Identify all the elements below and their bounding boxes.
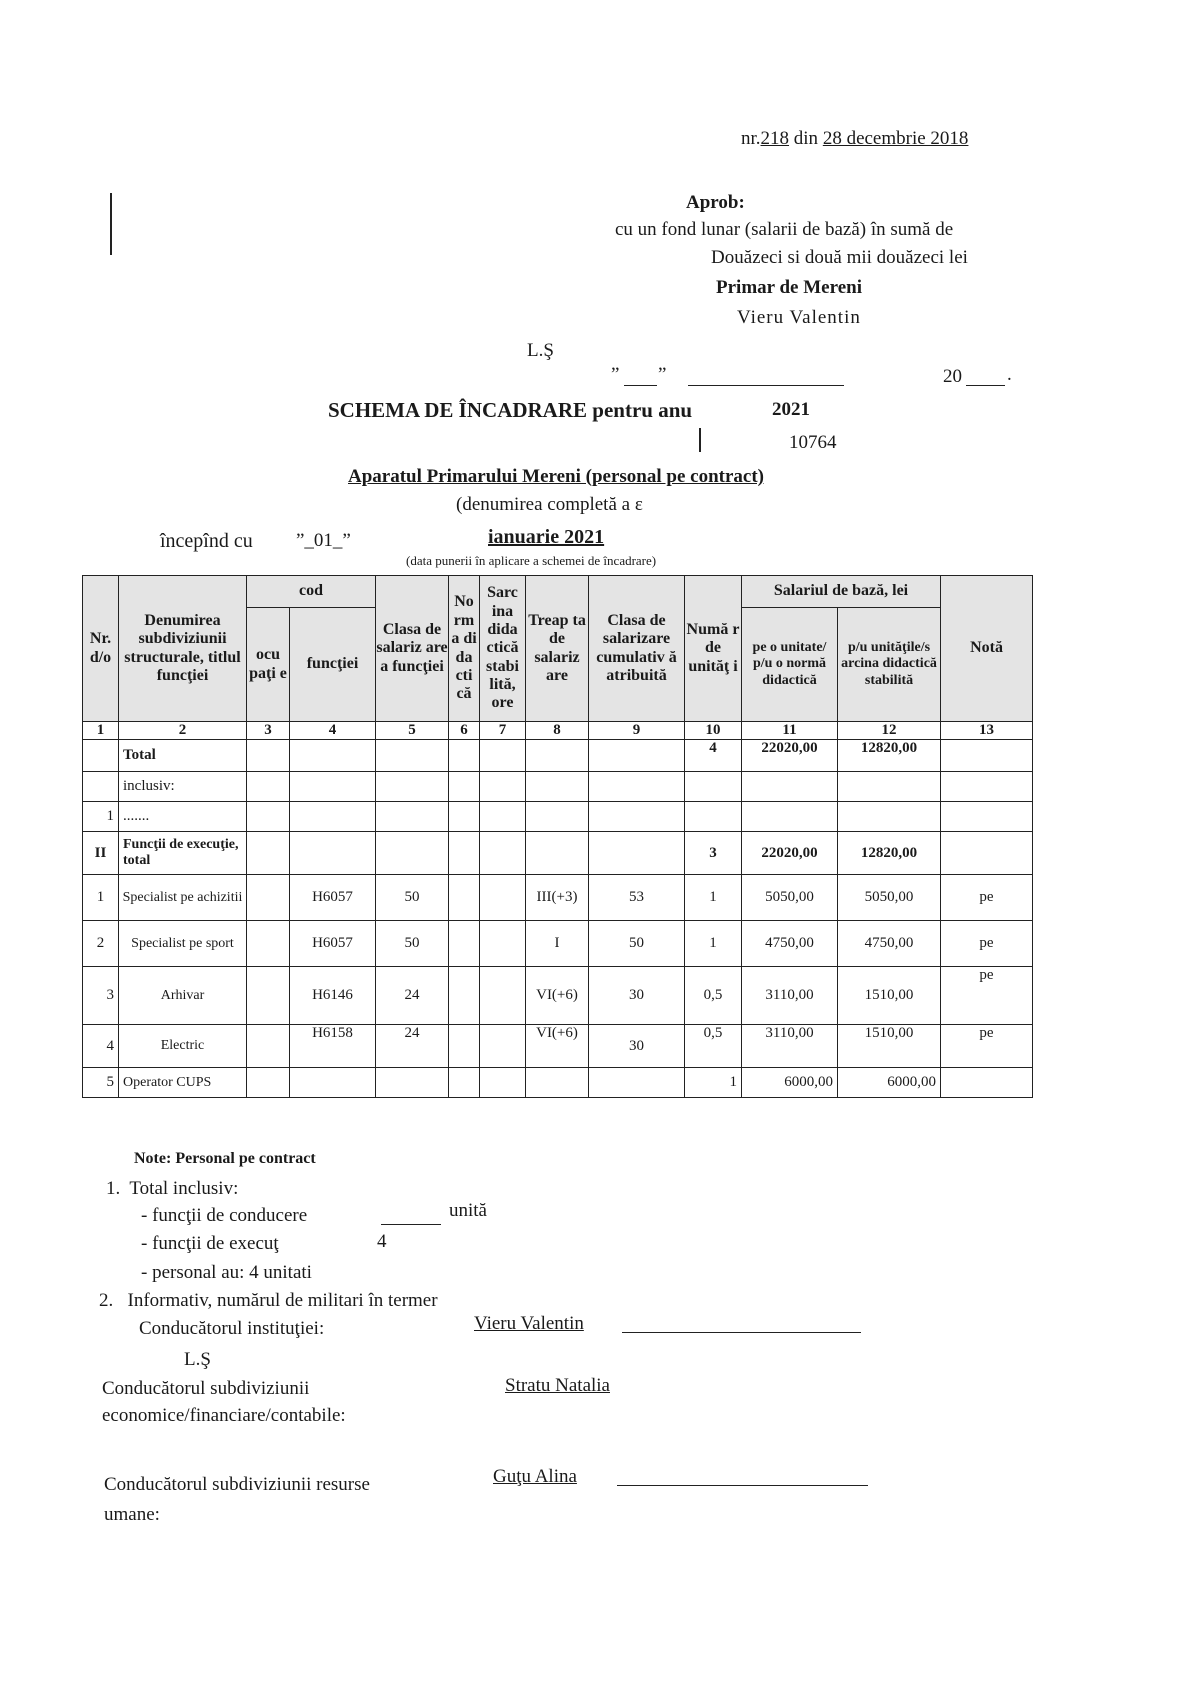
row-cod: [290, 1068, 376, 1098]
day-blank: [624, 385, 657, 386]
row-clasa: [376, 1068, 449, 1098]
row-function-name: Arhivar: [119, 967, 247, 1025]
econ-label-2: economice/financiare/contabile:: [102, 1405, 346, 1426]
row-clasa-cumulativa: 50: [589, 921, 685, 967]
header-nr: Nr. d/o: [83, 576, 119, 722]
mayor-name: Vieru Valentin: [737, 307, 861, 328]
nr-value: 218: [760, 128, 790, 149]
row-salariu-unitate: 5050,00: [742, 875, 838, 921]
row-nota: pe: [941, 875, 1033, 921]
row-salariu-unitati: 5050,00: [838, 875, 941, 921]
staffing-table: [82, 575, 1032, 1120]
note-executie: - funcţii de execuţ: [141, 1233, 279, 1254]
nr-prefix: nr.: [741, 128, 761, 149]
table-row: [83, 802, 1033, 832]
row-label: .......: [119, 802, 247, 832]
mayor-title: Primar de Mereni: [716, 277, 862, 298]
col-num: 2: [119, 722, 247, 740]
row-nr: 4: [83, 1025, 119, 1068]
hr-name: Guţu Alina: [493, 1466, 577, 1487]
col-num: 9: [589, 722, 685, 740]
nr-din: din: [789, 128, 823, 149]
table-row: [83, 1025, 1033, 1068]
year-suffix: .: [1007, 364, 1012, 385]
table-row-inclusiv: [83, 772, 1033, 802]
total-unitati: 4: [685, 740, 742, 772]
note-conducere: - funcţii de conducere: [141, 1205, 308, 1226]
fund-words: Douăzeci si două mii douăzeci lei: [711, 247, 968, 268]
start-label: începînd cu: [160, 530, 253, 552]
document-number: [741, 128, 968, 150]
header-norma: No rm a di da cti că: [449, 576, 480, 722]
note-executie-value: 4: [377, 1231, 387, 1252]
head-name: Vieru Valentin: [474, 1313, 584, 1334]
col-num: 13: [941, 722, 1033, 740]
seal-mark: L.Ş: [527, 340, 554, 361]
institution-note: (denumirea completă a ε: [456, 494, 643, 515]
hr-label-1: Conducătorul subdiviziunii resurse: [104, 1474, 370, 1495]
note-personal: - personal au: 4 unitati: [141, 1262, 312, 1283]
row-clasa: 50: [376, 921, 449, 967]
row-treapta: VI(+6): [526, 1025, 589, 1068]
institution-code: 10764: [789, 432, 837, 453]
header-sarcina: Sarc ina dida ctică stabi lită, ore: [480, 576, 526, 722]
note-unita: unită: [449, 1200, 487, 1221]
row-clasa-cumulativa: 30: [589, 1025, 685, 1068]
row-salariu-unitate: 3110,00: [742, 967, 838, 1025]
row-clasa: 50: [376, 875, 449, 921]
header-ocupatie: ocu paţi e: [247, 608, 290, 722]
header-numar-unitati: Numă r de unităţ i: [685, 576, 742, 722]
code-mark: [699, 428, 701, 452]
header-cod: cod: [247, 576, 376, 608]
row-nota: pe: [941, 921, 1033, 967]
document-date: 28 decembrie 2018: [822, 128, 969, 149]
table-row: [83, 1068, 1033, 1098]
start-note: (data punerii în aplicare a schemei de încadrare): [406, 553, 657, 568]
month-blank: [688, 385, 844, 386]
row-treapta: VI(+6): [526, 967, 589, 1025]
total-salariu-unitati: 12820,00: [838, 740, 941, 772]
note-item-2: 2. Informativ, numărul de militari în termer: [99, 1290, 438, 1311]
row-nr: 1: [83, 802, 119, 832]
row-clasa: 24: [376, 967, 449, 1025]
econ-name: Stratu Natalia: [505, 1375, 610, 1396]
institution-name: Aparatul Primarului Mereni (personal pe contract): [348, 466, 764, 487]
row-function-name: Operator CUPS: [119, 1068, 247, 1098]
section-label: Funcţii de execuţie, total: [119, 832, 247, 875]
table-row: [83, 921, 1033, 967]
table-row: [83, 875, 1033, 921]
row-salariu-unitati: 4750,00: [838, 921, 941, 967]
row-salariu-unitate: 4750,00: [742, 921, 838, 967]
row-nota: pe: [941, 1025, 1033, 1068]
row-salariu-unitati: 1510,00: [838, 1025, 941, 1068]
inclusiv-label: inclusiv:: [119, 772, 247, 802]
col-num: 12: [838, 722, 941, 740]
header-functiei: funcţiei: [290, 608, 376, 722]
row-unitati: 1: [685, 1068, 742, 1098]
row-function-name: Electric: [119, 1025, 247, 1068]
head-signature-line: [622, 1332, 861, 1333]
start-month: ianuarie 2021: [488, 526, 605, 548]
row-nr: 2: [83, 921, 119, 967]
row-function-name: Specialist pe sport: [119, 921, 247, 967]
header-denumirea: Denumirea subdiviziunii structurale, titlul funcţiei: [119, 576, 247, 722]
col-num: 10: [685, 722, 742, 740]
schema-title: SCHEMA DE ÎNCADRARE pentru anu: [328, 398, 693, 422]
header-treapta: Treap ta de salariz are: [526, 576, 589, 722]
row-clasa-cumulativa: 30: [589, 967, 685, 1025]
table-row-total: [83, 740, 1033, 772]
row-nr: 3: [83, 967, 119, 1025]
row-cod: H6057: [290, 875, 376, 921]
row-function-name: Specialist pe achizitii: [119, 875, 247, 921]
note-item-1: 1. Total inclusiv:: [106, 1178, 239, 1199]
quote-close: ”: [658, 364, 667, 385]
col-num: 6: [449, 722, 480, 740]
col-num: 7: [480, 722, 526, 740]
econ-label-1: Conducătorul subdiviziunii: [102, 1378, 310, 1399]
section-unitati: 3: [685, 832, 742, 875]
row-cod: H6146: [290, 967, 376, 1025]
col-num: 4: [290, 722, 376, 740]
head-label: Conducătorul instituţiei:: [139, 1318, 325, 1339]
row-clasa-cumulativa: [589, 1068, 685, 1098]
row-treapta: [526, 1068, 589, 1098]
year-prefix: 20: [943, 366, 962, 387]
row-treapta: III(+3): [526, 875, 589, 921]
header-salariul: Salariul de bază, lei: [742, 576, 941, 608]
row-nr: 1: [83, 875, 119, 921]
section-nr: II: [83, 832, 119, 875]
total-salariu-unitate: 22020,00: [742, 740, 838, 772]
row-nota: [941, 1068, 1033, 1098]
note-title: Note: Personal pe contract: [134, 1150, 316, 1167]
margin-mark: [110, 193, 112, 255]
header-pu-unitati: p/u unităţile/s arcina didactică stabilită: [838, 608, 941, 722]
col-num: 8: [526, 722, 589, 740]
row-salariu-unitate: 6000,00: [742, 1068, 838, 1098]
col-num: 1: [83, 722, 119, 740]
start-day: ”_01_”: [296, 530, 351, 551]
row-unitati: 1: [685, 875, 742, 921]
row-unitati: 1: [685, 921, 742, 967]
row-nr: 5: [83, 1068, 119, 1098]
quote-open: ”: [611, 364, 620, 385]
year-blank: [966, 385, 1005, 386]
section-salariu-unitate: 22020,00: [742, 832, 838, 875]
col-num: 5: [376, 722, 449, 740]
approval-label: Aprob:: [686, 192, 745, 213]
row-treapta: I: [526, 921, 589, 967]
section-salariu-unitati: 12820,00: [838, 832, 941, 875]
table-row-section-ii: [83, 832, 1033, 875]
column-numbers-row: [83, 722, 1033, 740]
row-salariu-unitati: 1510,00: [838, 967, 941, 1025]
header-clasa-cumulativa: Clasa de salarizare cumulativ ă atribuită: [589, 576, 685, 722]
row-cod: H6057: [290, 921, 376, 967]
header-clasa: Clasa de salariz are a funcţiei: [376, 576, 449, 722]
fund-line: cu un fond lunar (salarii de bază) în sumă de: [615, 219, 954, 240]
conducere-blank: [381, 1224, 441, 1225]
row-unitati: 0,5: [685, 967, 742, 1025]
total-label: Total: [119, 740, 247, 772]
col-num: 3: [247, 722, 290, 740]
row-nota: pe: [941, 967, 1033, 1025]
row-salariu-unitate: 3110,00: [742, 1025, 838, 1068]
row-cod: H6158: [290, 1025, 376, 1068]
hr-label-2: umane:: [104, 1504, 160, 1525]
col-num: 11: [742, 722, 838, 740]
table-row: [83, 967, 1033, 1025]
header-pe-unitate: pe o unitate/ p/u o normă didactică: [742, 608, 838, 722]
row-clasa: 24: [376, 1025, 449, 1068]
row-clasa-cumulativa: 53: [589, 875, 685, 921]
schema-year: 2021: [772, 399, 810, 420]
row-unitati: 0,5: [685, 1025, 742, 1068]
row-salariu-unitati: 6000,00: [838, 1068, 941, 1098]
hr-signature-line: [617, 1485, 868, 1486]
header-nota: Notă: [941, 576, 1033, 722]
seal-mark-2: L.Ş: [184, 1349, 211, 1370]
